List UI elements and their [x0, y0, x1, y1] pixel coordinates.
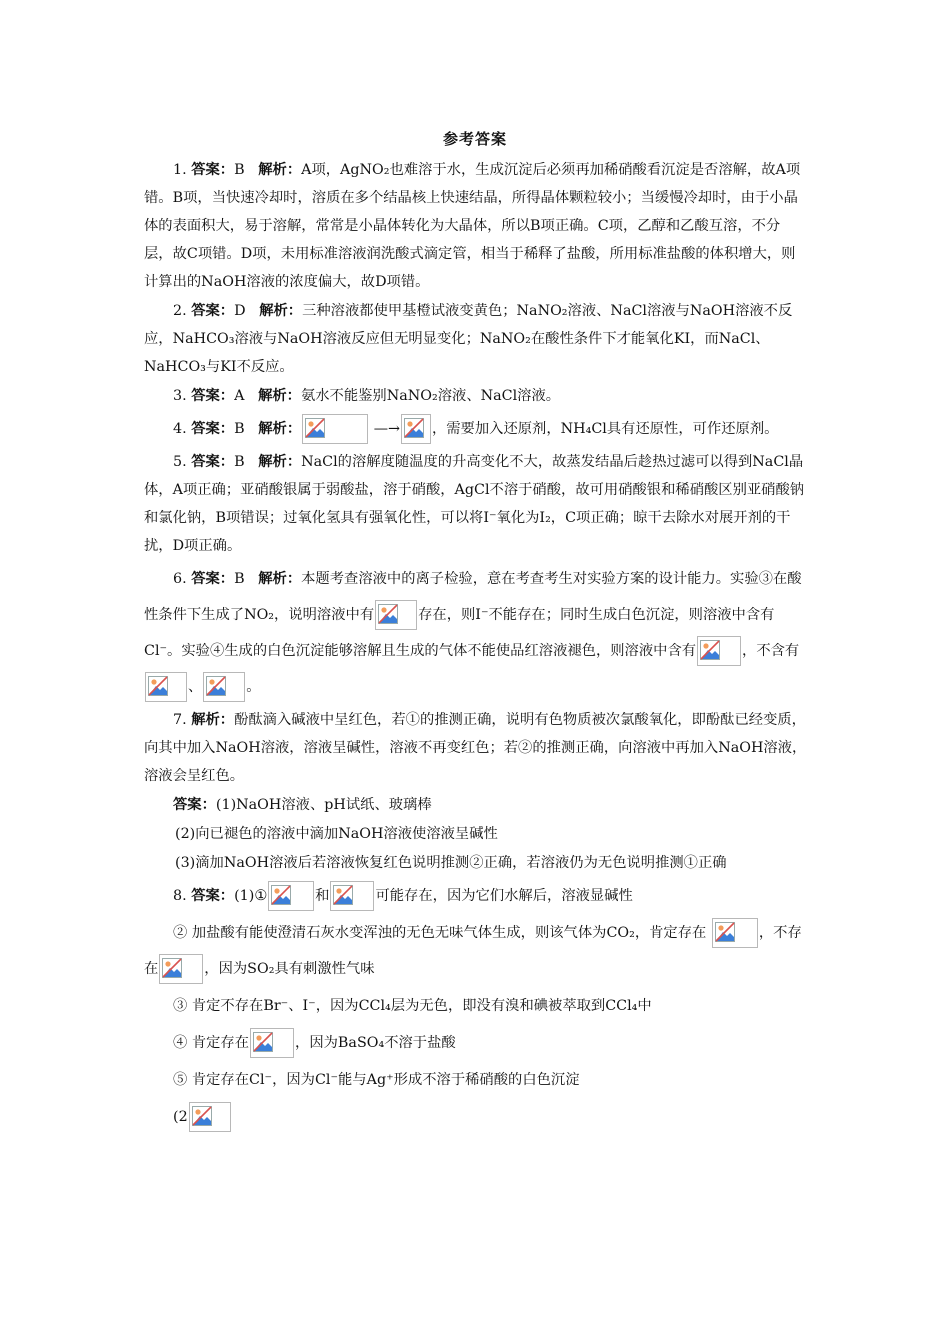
answer-8-part-4: ④ 肯定存在 ，因为BaSO₄不溶于盐酸 — [144, 1025, 808, 1061]
broken-image-icon — [145, 672, 187, 702]
answer-8-part-6: (2 — [144, 1099, 808, 1135]
answer-6: 6. 答案：B 解析：本题考查溶液中的离子检验，意在考查考生对实验方案的设计能力。实验③在酸性条件下生成了NO₂，说明溶液中有 存在，则I⁻不能存在；同时生成白色沉淀，则溶液中含有Cl⁻。实验④生成的白色沉淀能够溶解且生成的气体不能使品红溶液褪色，则溶液中含有 ，不含有 、 。 — [144, 561, 808, 705]
answer-7-part-2: (2)向已褪色的溶液中滴加NaOH溶液使溶液呈碱性 — [175, 826, 498, 842]
broken-image-icon — [330, 881, 374, 911]
broken-image-icon — [302, 414, 368, 444]
page-title: 参考答案 — [442, 130, 507, 148]
answer-content — [144, 156, 808, 1136]
broken-image-icon — [189, 1102, 231, 1132]
broken-image-icon — [712, 918, 758, 948]
answer-8-part-2: ② 加盐酸有能使澄清石灰水变浑浊的无色无味气体生成，则该气体为CO₂，肯定存在 ，不存在 ，因为SO₂具有刺激性气味 — [144, 915, 808, 987]
broken-image-icon — [250, 1028, 294, 1058]
broken-image-icon — [401, 414, 431, 444]
answer-2: 2. 答案：D 解析：三种溶液都使甲基橙试液变黄色；NaNO₂溶液、NaCl溶液与NaOH溶液不反应，NaHCO₃溶液与NaOH溶液反应但无明显变化；NaNO₂在酸性条件下才能氧化KI，而NaCl、NaHCO₃与KI不反应。 — [144, 303, 793, 375]
answer-3: 3. 答案：A 解析：氨水不能鉴别NaNO₂溶液、NaCl溶液。 — [173, 388, 561, 404]
broken-image-icon — [697, 636, 741, 666]
answer-7-part-1: 答案：(1)NaOH溶液、pH试纸、玻璃棒 — [173, 797, 432, 813]
answer-8-part-3: ③ 肯定不存在Br⁻、I⁻，因为CCl₄层为无色，即没有溴和碘被萃取到CCl₄中 — [173, 998, 652, 1014]
answer-5: 5. 答案：B 解析：NaCl的溶解度随温度的升高变化不大，故蒸发结晶后趁热过滤可以得到NaCl晶体，A项正确；亚硝酸银属于弱酸盐，溶于硝酸，AgCl不溶于硝酸，故可用硝酸银和稀硝酸区别亚硝酸钠和氯化钠，B项错误；过氧化氢具有强氧化性，可以将I⁻氧化为I₂，C项正确；晾干去除水对展开剂的干扰，D项正确。 — [144, 454, 805, 554]
broken-image-icon — [375, 600, 417, 630]
answer-7-analysis: 7. 解析：酚酞滴入碱液中呈红色，若①的推测正确，说明有色物质被次氯酸氧化，即酚酞已经变质，向其中加入NaOH溶液，溶液呈碱性，溶液不再变红色；若②的推测正确，向溶液中再加入NaOH溶液，溶液会呈红色。 — [144, 712, 807, 784]
broken-image-icon — [203, 672, 245, 702]
answer-7-part-3: (3)滴加NaOH溶液后若溶液恢复红色说明推测②正确，若溶液仍为无色说明推测①正确 — [175, 855, 727, 871]
answer-1: 1. 答案：B 解析：A项，AgNO₂也难溶于水，生成沉淀后必须再加稀硝酸看沉淀是否溶解，故A项错。B项，当快速冷却时，溶质在多个结晶核上快速结晶，所得晶体颗粒较小；当缓慢冷却时，由于小晶体的表面积大，易于溶解，常常是小晶体转化为大晶体，所以B项正确。C项，乙醇和乙酸互溶，不分层，故C项错。D项，未用标准溶液润洗酸式滴定管，相当于稀释了盐酸，所用标准盐酸的体积增大，则计算出的NaOH溶液的浓度偏大，故D项错。 — [144, 162, 801, 290]
broken-image-icon — [268, 881, 314, 911]
answer-4: 4. 答案：B 解析： —→ ，需要加入还原剂，NH₄Cl具有还原性，可作还原剂。 — [144, 411, 808, 447]
answer-8-part-5: ⑤ 肯定存在Cl⁻，因为Cl⁻能与Ag⁺形成不溶于稀硝酸的白色沉淀 — [173, 1072, 580, 1088]
broken-image-icon — [159, 954, 203, 984]
answer-8-part-1: 8. 答案：(1)① 和 可能存在，因为它们水解后，溶液显碱性 — [144, 878, 808, 914]
